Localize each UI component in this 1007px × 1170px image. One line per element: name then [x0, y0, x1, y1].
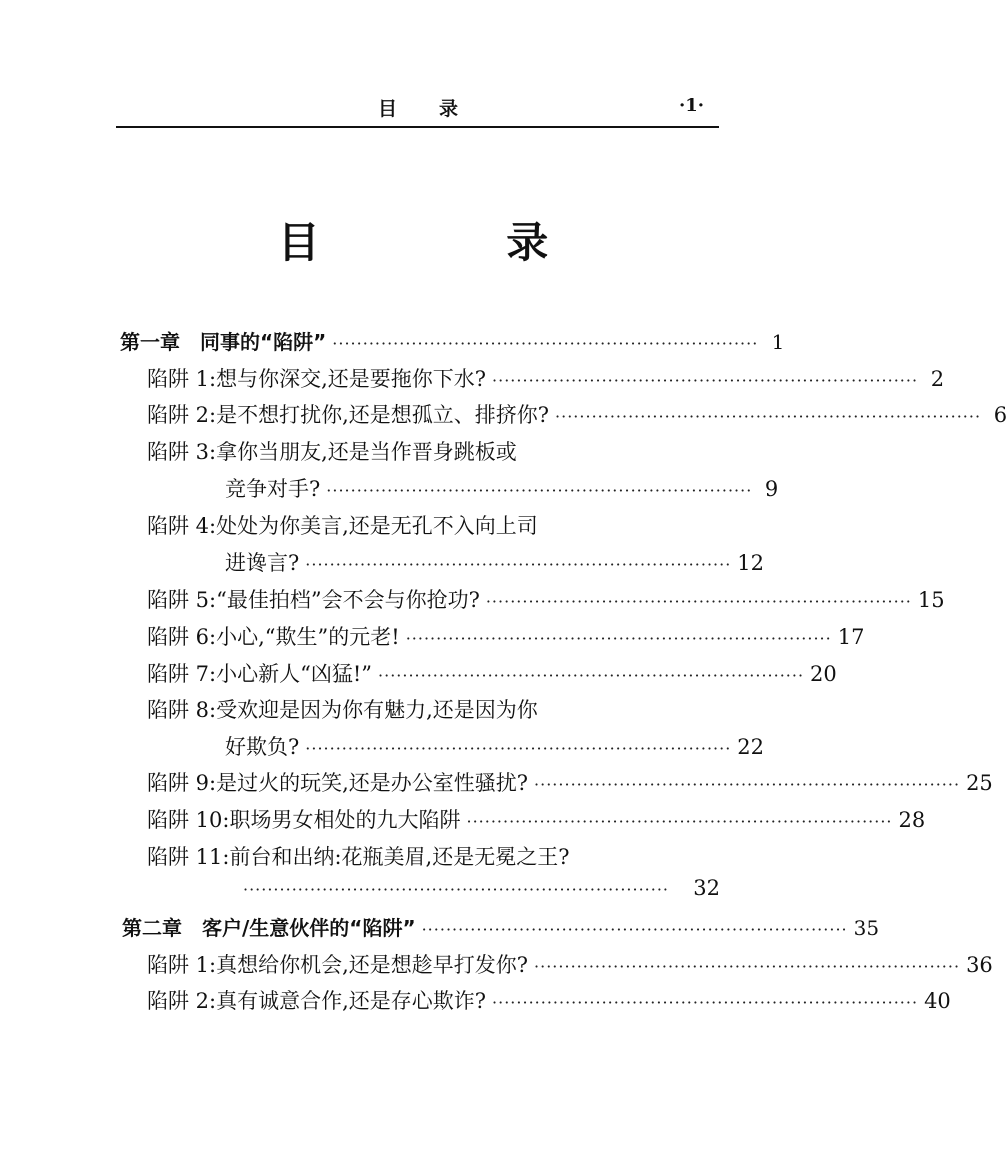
- leader-dots: ······································································: [326, 481, 753, 500]
- leader-dots: ······································································: [534, 775, 961, 794]
- toc-entry-continuation[interactable]: [225, 473, 779, 505]
- page-number: 32: [693, 876, 720, 900]
- chapter-title: 第二章 客户/生意伙伴的“陷阱”: [122, 916, 416, 940]
- leader-dots: ······································································: [378, 666, 805, 685]
- toc-entry-first-line[interactable]: 陷阱 11:前台和出纳:花瓶美眉,还是无冕之王?: [147, 845, 570, 869]
- entry-title-continuation: 进谗言?: [225, 551, 300, 575]
- page-number: 6: [993, 403, 1007, 427]
- leader-dots: ······································································: [555, 407, 982, 426]
- page-number: 40: [924, 989, 951, 1013]
- toc-entry-first-line[interactable]: 陷阱 8:受欢迎是因为你有魅力,还是因为你: [147, 698, 538, 722]
- entry-title: 陷阱 6:小心,“欺生”的元老!: [147, 625, 400, 649]
- leader-dots: ······································································: [421, 920, 848, 939]
- page-title: 目 录: [277, 218, 635, 267]
- chapter-title: 第一章 同事的“陷阱”: [120, 330, 327, 354]
- page-number: 9: [764, 477, 779, 501]
- entry-title: 陷阱 1:想与你深交,还是要拖你下水?: [147, 367, 487, 391]
- leader-dots: ······································································: [332, 334, 759, 353]
- leader-dots: ······································································: [466, 812, 893, 831]
- page-number: 1: [771, 330, 785, 354]
- toc-entry[interactable]: [147, 804, 926, 836]
- toc-entry-continuation[interactable]: [243, 876, 720, 908]
- page-number: 12: [737, 551, 765, 575]
- toc-entry[interactable]: [147, 658, 837, 690]
- toc-entry[interactable]: [147, 363, 945, 395]
- entry-title-continuation: 好欺负?: [225, 735, 300, 759]
- page-number: 25: [966, 771, 993, 795]
- leader-dots: ······································································: [243, 880, 670, 899]
- leader-dots: ······································································: [492, 371, 919, 390]
- running-head-page-number: ·1·: [678, 95, 704, 116]
- page-number: 2: [930, 367, 945, 391]
- leader-dots: ······································································: [492, 993, 919, 1012]
- running-head-title: 目录: [378, 98, 501, 120]
- toc-chapter-2[interactable]: [122, 912, 880, 944]
- leader-dots: ······································································: [305, 555, 732, 574]
- entry-title: 陷阱 1:真想给你机会,还是想趁早打发你?: [147, 953, 529, 977]
- leader-dots: ······································································: [405, 629, 832, 648]
- page-number: 15: [917, 588, 945, 612]
- leader-dots: ······································································: [534, 957, 961, 976]
- toc-entry[interactable]: [147, 399, 1007, 431]
- toc-entry[interactable]: [147, 621, 865, 653]
- header-rule: [116, 126, 719, 128]
- toc-entry[interactable]: [147, 584, 945, 616]
- toc-entry-continuation[interactable]: [225, 547, 765, 579]
- page-number: 22: [737, 735, 765, 759]
- entry-title: 陷阱 2:真有诚意合作,还是存心欺诈?: [147, 989, 487, 1013]
- page-number: 28: [898, 808, 926, 832]
- toc-entry-first-line[interactable]: 陷阱 3:拿你当朋友,还是当作晋身跳板或: [147, 440, 517, 464]
- entry-title-continuation: 竞争对手?: [225, 477, 321, 501]
- entry-title: 陷阱 10:职场男女相处的九大陷阱: [147, 808, 461, 832]
- toc-entry-continuation[interactable]: [225, 731, 765, 763]
- page-number: 20: [810, 662, 837, 686]
- entry-title: 陷阱 5:“最佳拍档”会不会与你抢功?: [147, 588, 480, 612]
- entry-title: 陷阱 7:小心新人“凶猛!”: [147, 662, 373, 686]
- page-number: 36: [966, 953, 993, 977]
- toc-entry-first-line[interactable]: 陷阱 4:处处为你美言,还是无孔不入向上司: [147, 514, 538, 538]
- page-number: 17: [837, 625, 865, 649]
- entry-title: 陷阱 2:是不想打扰你,还是想孤立、排挤你?: [147, 403, 550, 427]
- toc-chapter-1[interactable]: [120, 326, 785, 358]
- page-number: 35: [853, 916, 880, 940]
- toc-entry[interactable]: [147, 767, 993, 799]
- leader-dots: ······································································: [485, 592, 912, 611]
- leader-dots: ······································································: [305, 739, 732, 758]
- running-head: [116, 94, 718, 124]
- entry-title: 陷阱 9:是过火的玩笑,还是办公室性骚扰?: [147, 771, 529, 795]
- toc-entry[interactable]: [147, 985, 951, 1017]
- toc-entry[interactable]: [147, 949, 993, 981]
